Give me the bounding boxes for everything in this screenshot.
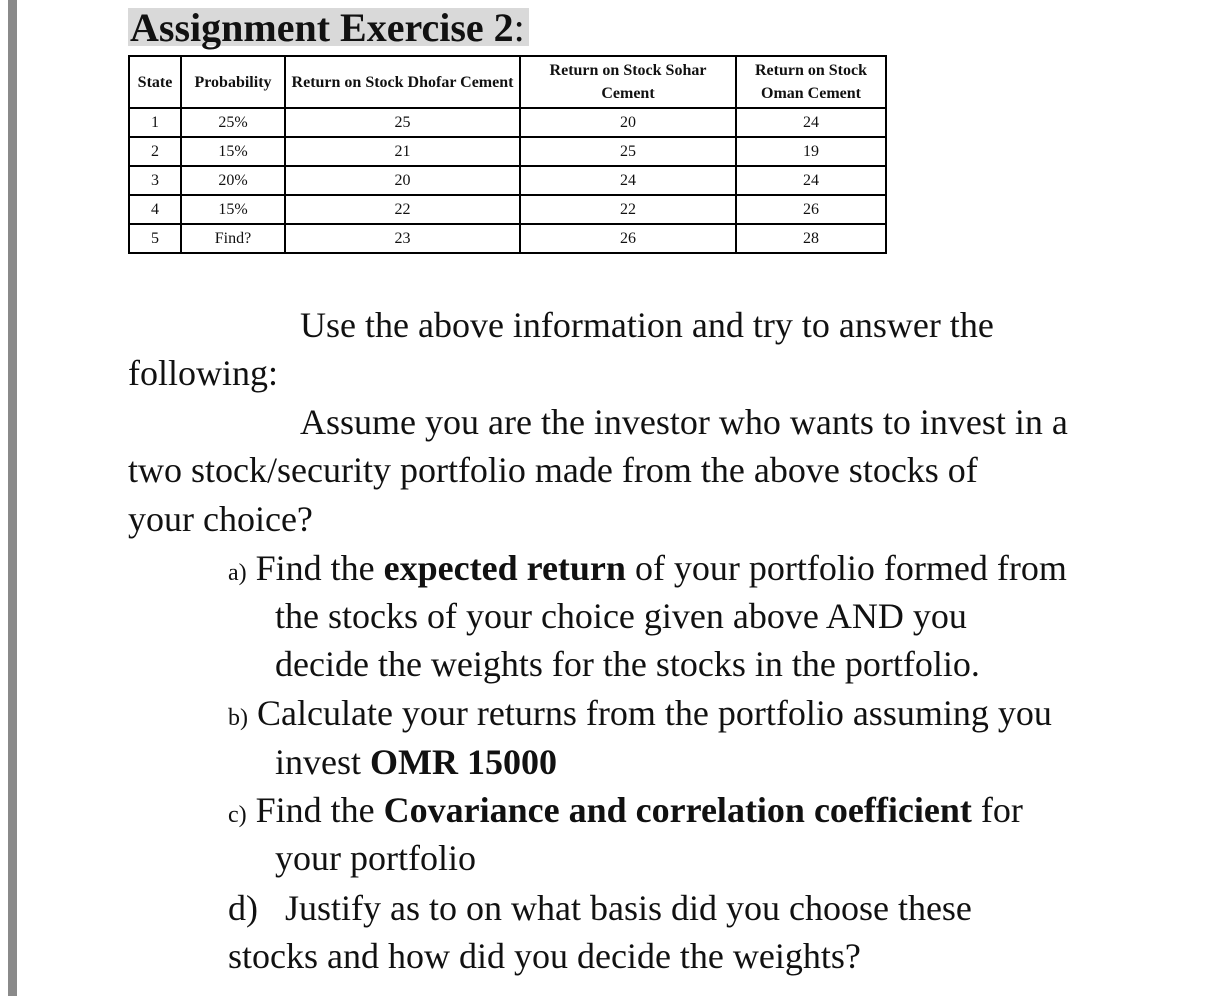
cell-state: 1: [129, 108, 181, 137]
question-c-text: Find the: [246, 790, 384, 830]
question-d: d) Justify as to on what basis did you choose these: [228, 888, 972, 928]
title-text: Assignment Exercise 2: [130, 5, 514, 50]
table-row: [129, 195, 886, 224]
intro-line-1: Use the above information and try to answer the: [300, 305, 994, 345]
cell-dhofar: 25: [285, 108, 520, 137]
cell-dhofar: 20: [285, 166, 520, 195]
cell-probability: 15%: [181, 195, 285, 224]
question-a: [228, 548, 1067, 593]
question-b-label: b): [228, 705, 248, 731]
question-d-line-2: stocks and how did you decide the weights?: [228, 936, 861, 976]
cell-oman: 26: [736, 195, 886, 224]
title-colon: :: [513, 5, 525, 50]
table-row: [129, 166, 886, 195]
cell-sohar: 25: [520, 137, 736, 166]
question-c: [228, 790, 1023, 835]
cell-state: 4: [129, 195, 181, 224]
cell-sohar: 22: [520, 195, 736, 224]
cell-oman: 24: [736, 166, 886, 195]
header-dhofar: Return on Stock Dhofar Cement: [285, 56, 520, 108]
header-probability: Probability: [181, 56, 285, 108]
table-header-row: [129, 56, 886, 108]
cell-state: 3: [129, 166, 181, 195]
header-oman: Return on Stock Oman Cement: [736, 56, 886, 108]
question-c-line-2: your portfolio: [275, 838, 476, 878]
cell-sohar: 26: [520, 224, 736, 253]
cell-state: 5: [129, 224, 181, 253]
question-c-label: c): [228, 802, 247, 828]
cell-oman: 24: [736, 108, 886, 137]
question-b-amount: OMR 15000: [370, 742, 557, 782]
table-row: [129, 137, 886, 166]
cell-dhofar: 21: [285, 137, 520, 166]
left-margin-bar: [8, 0, 17, 996]
cell-sohar: 24: [520, 166, 736, 195]
question-b-line-2-text: invest: [275, 742, 370, 782]
assume-line-3: your choice?: [128, 499, 313, 539]
cell-probability: 20%: [181, 166, 285, 195]
intro-line-2: following:: [128, 353, 278, 393]
cell-dhofar: 22: [285, 195, 520, 224]
question-c-text-end: for: [971, 790, 1023, 830]
question-b: [228, 693, 1052, 738]
question-a-line-2: the stocks of your choice given above AND you: [275, 596, 967, 636]
assume-line-1: Assume you are the investor who wants to invest in a: [300, 402, 1068, 442]
assume-line-2: two stock/security portfolio made from the above stocks of: [128, 450, 978, 490]
cell-oman: 19: [736, 137, 886, 166]
question-b-line-2: [275, 742, 557, 782]
question-c-bold: Covariance and correlation coefficient: [383, 790, 972, 830]
question-a-line-3: decide the weights for the stocks in the portfolio.: [275, 644, 980, 684]
header-state: State: [129, 56, 181, 108]
cell-probability: 25%: [181, 108, 285, 137]
question-a-bold: expected return: [383, 548, 626, 588]
cell-oman: 28: [736, 224, 886, 253]
cell-probability: Find?: [181, 224, 285, 253]
question-a-text-end: of your portfolio formed from: [625, 548, 1067, 588]
question-b-text: Calculate your returns from the portfolio assuming you: [248, 693, 1052, 733]
cell-sohar: 20: [520, 108, 736, 137]
cell-state: 2: [129, 137, 181, 166]
table-row: [129, 108, 886, 137]
returns-table: [128, 55, 887, 254]
page-title: [128, 5, 529, 50]
table-row: [129, 224, 886, 253]
question-a-text: Find the: [246, 548, 384, 588]
cell-dhofar: 23: [285, 224, 520, 253]
question-a-label: a): [228, 560, 247, 586]
cell-probability: 15%: [181, 137, 285, 166]
header-sohar: Return on Stock Sohar Cement: [520, 56, 736, 108]
